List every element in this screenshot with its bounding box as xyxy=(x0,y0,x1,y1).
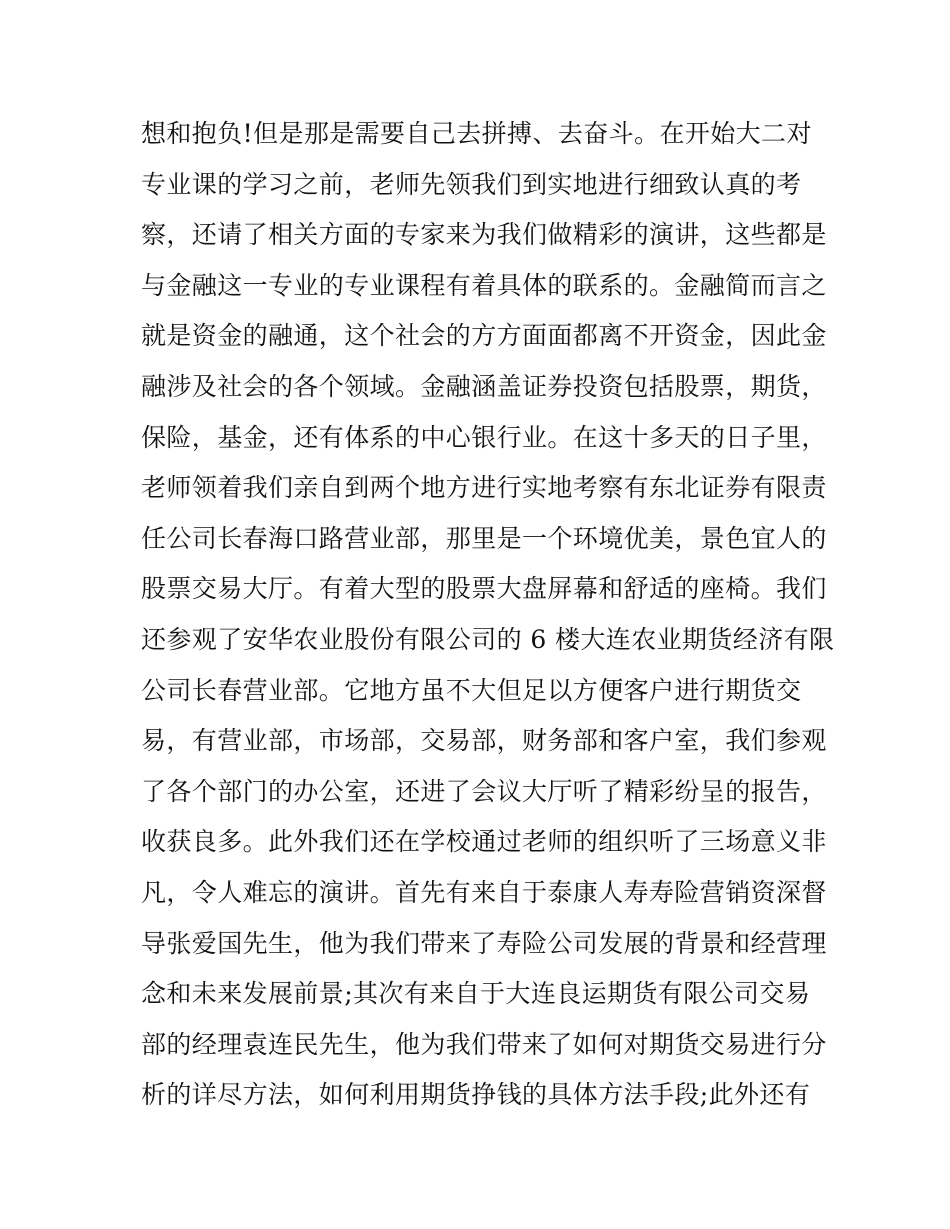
text-line: 了各个部门的办公室，还进了会议大厅听了精彩纷呈的报告， xyxy=(141,776,827,806)
text-line: 专业课的学习之前，老师先领我们到实地进行细致认真的考 xyxy=(141,169,802,199)
text-line: 老师领着我们亲自到两个地方进行实地考察有东北证券有限责 xyxy=(141,473,827,503)
text-line: 察，还请了相关方面的专家来为我们做精彩的演讲，这些都是 xyxy=(141,220,827,250)
text-line: 导张爱国先生，他为我们带来了寿险公司发展的背景和经营理 xyxy=(141,928,827,958)
text-line: 收获良多。此外我们还在学校通过老师的组织听了三场意义非 xyxy=(141,827,827,857)
body-text xyxy=(141,109,835,1121)
text-line: 任公司长春海口路营业部，那里是一个环境优美，景色宜人的 xyxy=(141,523,827,553)
text-line: 易，有营业部，市场部，交易部，财务部和客户室，我们参观 xyxy=(141,726,827,756)
text-line: 析的详尽方法，如何利用期货挣钱的具体方法手段;此外还有 xyxy=(141,1080,811,1110)
text-line: 保险，基金，还有体系的中心银行业。在这十多天的日子里， xyxy=(141,422,827,452)
text-line: 部的经理袁连民先生，他为我们带来了如何对期货交易进行分 xyxy=(141,1029,827,1059)
text-line: 与金融这一专业的专业课程有着具体的联系的。金融简而言之 xyxy=(141,270,827,300)
text-line: 想和抱负!但是那是需要自己去拼搏、去奋斗。在开始大二对 xyxy=(141,119,812,148)
text-line: 念和未来发展前景;其次有来自于大连良运期货有限公司交易 xyxy=(141,979,811,1009)
text-line: 融涉及社会的各个领域。金融涵盖证券投资包括股票，期货， xyxy=(141,371,827,401)
text-line: 凡，令人难忘的演讲。首先有来自于泰康人寿寿险营销资深督 xyxy=(141,877,827,907)
text-line: 股票交易大厅。有着大型的股票大盘屏幕和舒适的座椅。我们 xyxy=(141,574,827,604)
text-line: 就是资金的融通，这个社会的方方面面都离不开资金，因此金 xyxy=(141,321,827,351)
text-line: 公司长春营业部。它地方虽不大但足以方便客户进行期货交 xyxy=(141,675,802,705)
text-line: 还参观了安华农业股份有限公司的 6 楼大连农业期货经济有限 xyxy=(141,624,835,654)
